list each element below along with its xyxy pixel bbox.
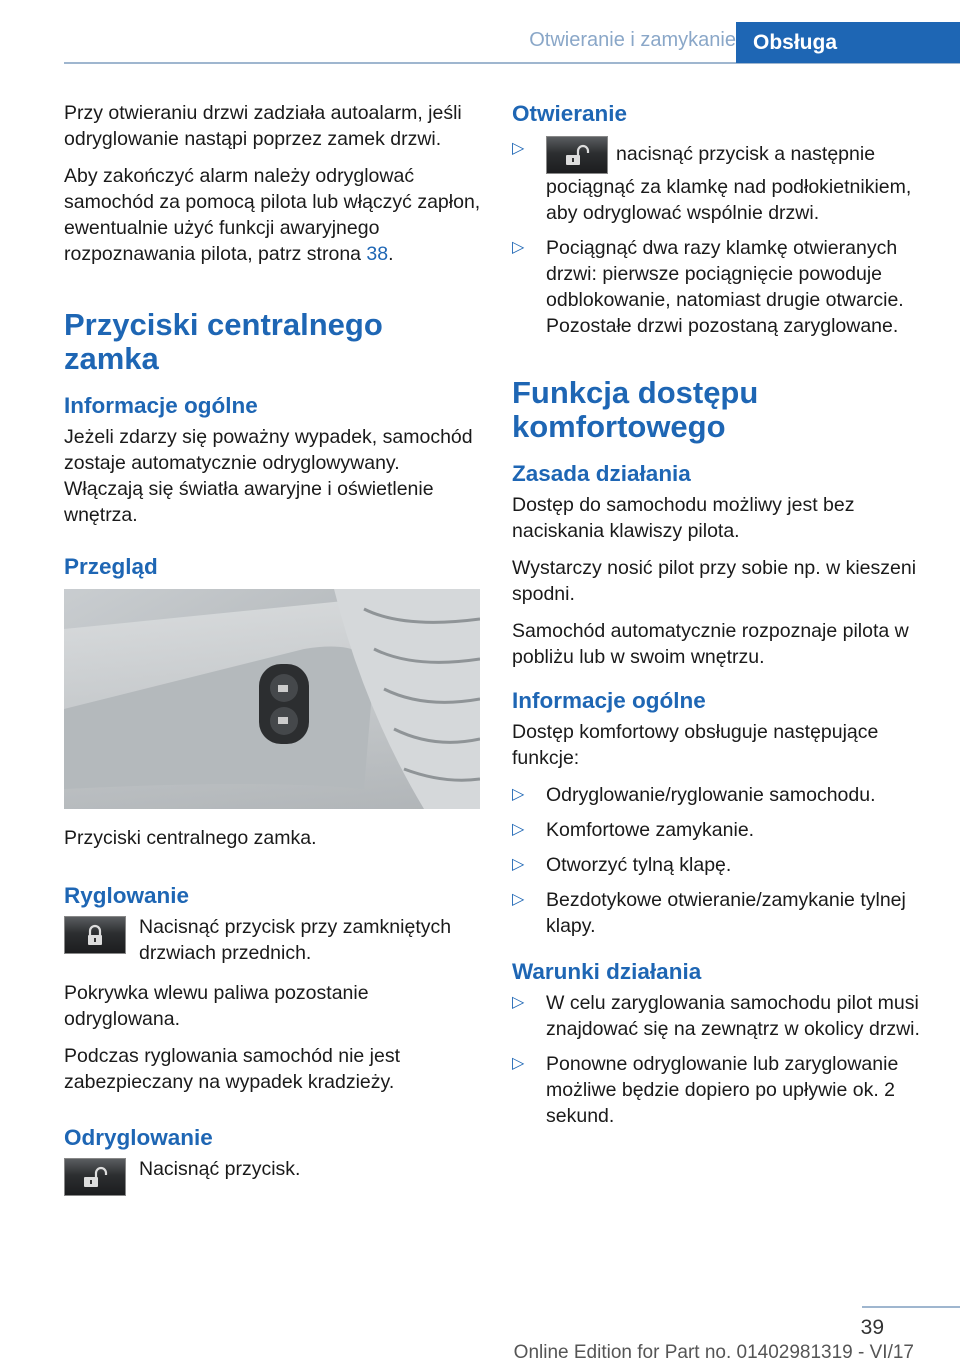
bullet-triangle-icon: ▷ bbox=[512, 994, 525, 1011]
paragraph-autoalarm: Przy otwieraniu drzwi zadziała autoalarm, jeśli odryglowanie nastąpi poprzez zamek drzwi. bbox=[64, 102, 462, 150]
heading-central-lock-buttons: Przyciski centralnego zamka bbox=[64, 307, 383, 376]
paragraph-principle-2: Wystarczy nosić pilot przy sobie np. w kieszeni spodni. bbox=[512, 557, 917, 605]
paragraph-principle-3: Samochód automatycznie rozpoznaje pilota w pobliżu lub w swoim wnętrzu. bbox=[512, 620, 909, 668]
bullet-triangle-icon: ▷ bbox=[512, 786, 525, 803]
bullet-triangle-icon: ▷ bbox=[512, 891, 525, 908]
page-number: 39 bbox=[860, 1316, 884, 1339]
bullet-triangle-icon: ▷ bbox=[512, 239, 525, 256]
footer-rule bbox=[862, 1306, 960, 1308]
photo-caption: Przyciski centralnego zamka. bbox=[64, 827, 317, 849]
heading-comfort-access: Funkcja dostępu komfortowego bbox=[512, 375, 759, 444]
left-column bbox=[64, 100, 482, 1210]
paragraph-stop-alarm: Aby zakończyć alarm należy odryglować samochód za pomocą pilota lub włączyć zapłon, ewentualnie użyć funkcji awaryjnego rozpoznawania pilota, patrz strona 38. bbox=[64, 165, 481, 265]
list-item: ▷ Bezdotykowe otwieranie/zamykanie tylnej klapy. bbox=[512, 889, 906, 937]
heading-opening: Otwieranie bbox=[512, 101, 628, 126]
paragraph-functions-intro: Dostęp komfortowy obsługuje następujące funkcje: bbox=[512, 721, 879, 769]
list-item: ▷ Pociągnąć dwa razy klamkę otwieranych drzwi: pierwsze pociągnięcie powoduje odblokowanie, natomiast drugie otwarcie. Pozostałe drzwi pozostaną zaryglowane. bbox=[512, 237, 904, 337]
header-section-title: Otwieranie i zamykanie bbox=[529, 29, 736, 51]
list-item: ▷ Odryglowanie/ryglowanie samochodu. bbox=[512, 784, 876, 806]
footer-edition: Online Edition for Part no. 01402981319 - VI/17 bbox=[513, 1342, 914, 1363]
list-item: ▷ Ponowne odryglowanie lub zaryglowanie możliwe będzie dopiero po upływie ok. 2 sekund. bbox=[512, 1053, 899, 1127]
heading-unlocking: Odryglowanie bbox=[64, 1125, 213, 1150]
door-panel-photo bbox=[64, 589, 480, 809]
header-chapter-tab: Obsługa bbox=[736, 22, 960, 63]
lock-open-icon bbox=[546, 136, 608, 174]
lock-instruction-text: Nacisnąć przycisk przy zamkniętych drzwiach przednich. bbox=[139, 916, 452, 964]
unlock-instruction bbox=[64, 1156, 482, 1196]
lock-open-icon bbox=[64, 1158, 126, 1196]
list-item: ▷ W celu zaryglowania samochodu pilot musi znajdować się na zewnątrz w okolicy drzwi. bbox=[512, 992, 920, 1040]
page-reference-link[interactable]: 38 bbox=[366, 243, 389, 265]
bullet-triangle-icon: ▷ bbox=[512, 140, 525, 157]
conditions-list bbox=[512, 990, 930, 1129]
heading-overview: Przegląd bbox=[64, 554, 158, 579]
right-column bbox=[512, 100, 930, 1138]
paragraph-accident: Jeżeli zdarzy się poważny wypadek, samochód zostaje automatycznie odryglowywany. Włączają się światła awaryjne i oświetlenie wnętrza. bbox=[64, 426, 473, 526]
paragraph-principle-1: Dostęp do samochodu możliwy jest bez naciskania klawiszy pilota. bbox=[512, 494, 855, 542]
paragraph-fuel-flap: Pokrywka wlewu paliwa pozostanie odryglowana. bbox=[64, 982, 369, 1030]
bullet-triangle-icon: ▷ bbox=[512, 856, 525, 873]
lock-closed-icon bbox=[64, 916, 126, 954]
unlock-instruction-text: Nacisnąć przycisk. bbox=[139, 1158, 301, 1180]
heading-general-info: Informacje ogólne bbox=[64, 393, 258, 418]
heading-principle: Zasada działania bbox=[512, 461, 691, 486]
heading-locking: Ryglowanie bbox=[64, 883, 190, 908]
bullet-triangle-icon: ▷ bbox=[512, 821, 525, 838]
list-item: ▷ Komfortowe zamykanie. bbox=[512, 819, 755, 841]
list-item: ▷ nacisnąć przycisk a następnie pociągnąć za klamkę nad podłokietnikiem, aby odryglować wspólnie drzwi. bbox=[512, 136, 930, 226]
list-item: ▷ Otworzyć tylną klapę. bbox=[512, 854, 732, 876]
heading-conditions: Warunki działania bbox=[512, 959, 702, 984]
heading-general-info-right: Informacje ogólne bbox=[512, 688, 706, 713]
bullet-triangle-icon: ▷ bbox=[512, 1055, 525, 1072]
paragraph-theft: Podczas ryglowania samochód nie jest zabezpieczany na wypadek kradzieży. bbox=[64, 1045, 401, 1093]
opening-list bbox=[512, 136, 930, 339]
functions-list bbox=[512, 782, 930, 939]
lock-instruction bbox=[64, 914, 482, 966]
